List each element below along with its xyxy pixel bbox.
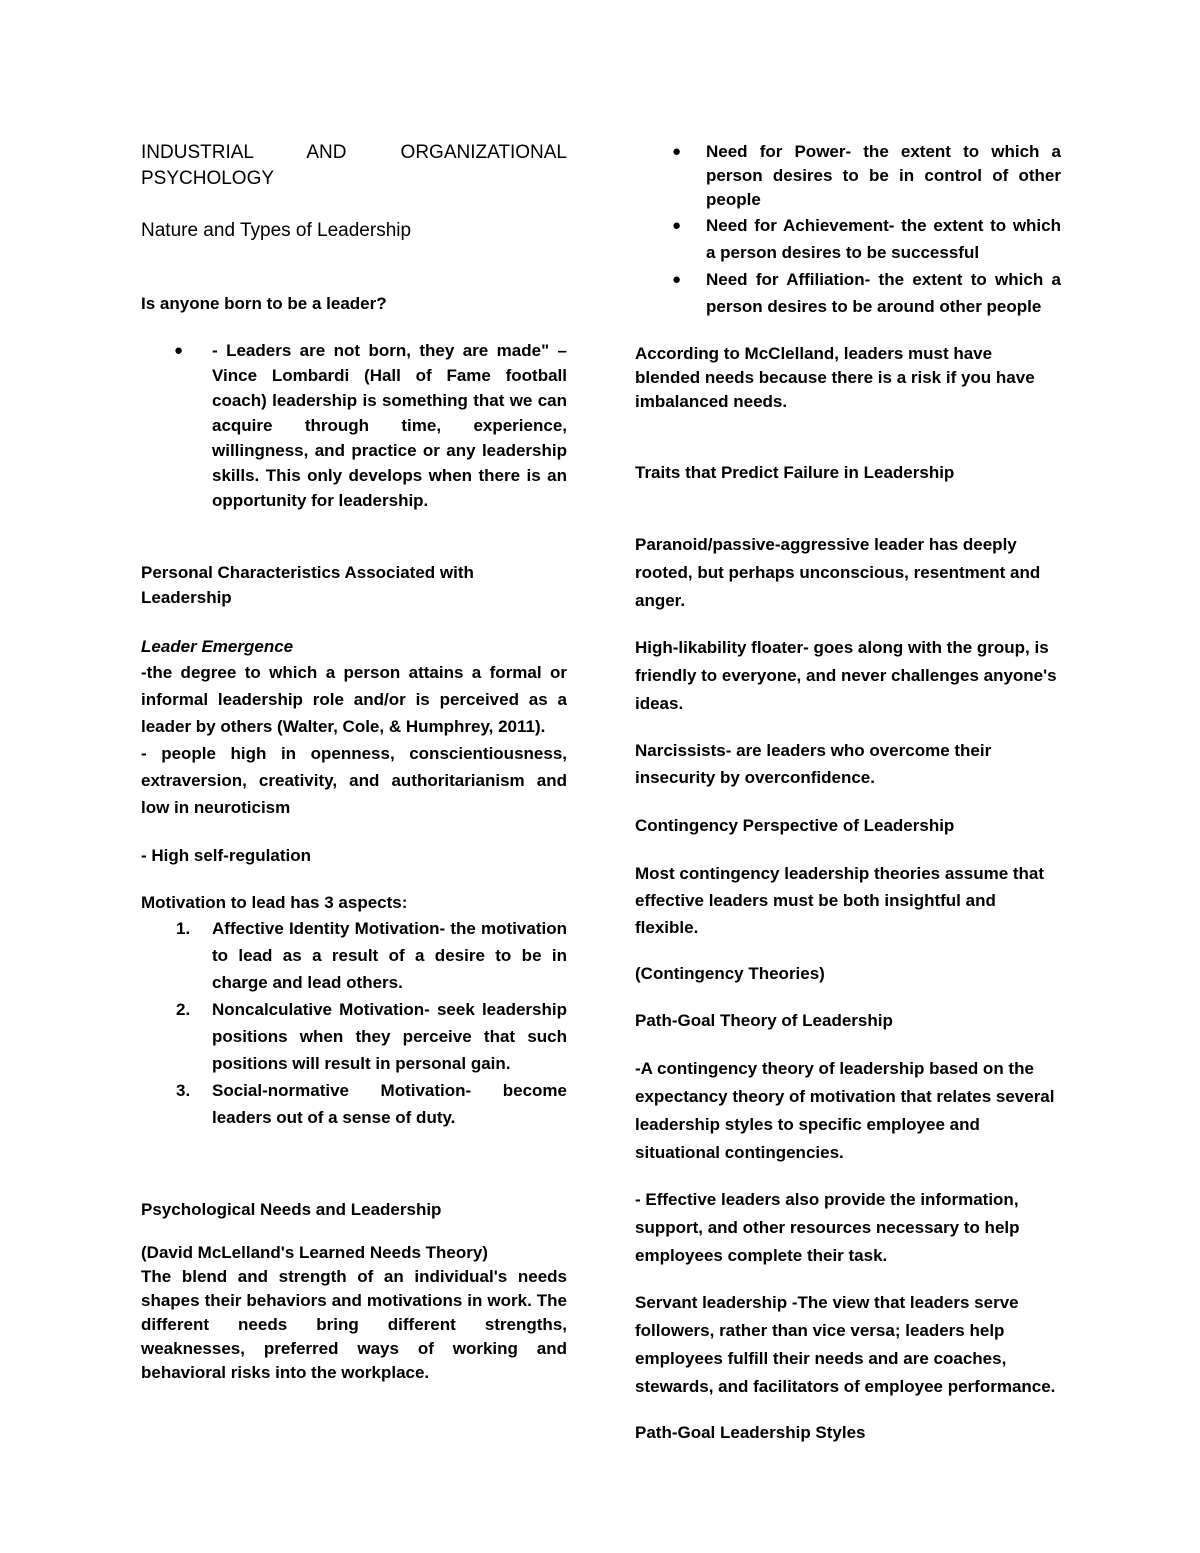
servant-leadership-text: Servant leadership -The view that leaders serve followers, rather than vice versa; leaders help employees fulfill their needs and are coaches, stewards, and facilitators of employee performance. <box>635 1293 1056 1396</box>
document-title-line1: INDUSTRIAL AND ORGANIZATIONAL <box>141 142 567 163</box>
paranoid-text: Paranoid/passive-aggressive leader has deeply rooted, but perhaps unconscious, resentment and anger. <box>635 535 1041 610</box>
mcclelland-conclusion: According to McClelland, leaders must have blended needs because there is a risk if you have imbalanced needs. <box>635 344 1035 411</box>
list-item-text: Noncalculative Motivation- seek leadership positions when they perceive that such positions will result in personal gain. <box>212 1000 567 1073</box>
bullet-text: - Leaders are not born, they are made" – Vince Lombardi (Hall of Fame football coach) leadership is something that we can acquire through time, experience, willingness, and practice or any leadership skills. This only develops when there is an opportunity for leadership. <box>212 341 567 510</box>
heading-mcclelland-theory: (David McLelland's Learned Needs Theory) <box>141 1243 488 1262</box>
motivation-heading: Motivation to lead has 3 aspects: <box>141 893 408 912</box>
list-number: 2. <box>176 1000 191 1019</box>
bullet-icon: ● <box>672 271 682 288</box>
list-item <box>635 266 1061 320</box>
heading-traits-failure: Traits that Predict Failure in Leadership <box>635 463 955 482</box>
list-item <box>141 1077 567 1131</box>
contingency-theories-label: (Contingency Theories) <box>635 964 825 983</box>
leader-emergence-definition: -the degree to which a person attains a formal or informal leadership role and/or is perceived as a leader by others (Walter, Cole, & Humphrey, 2011). <box>141 663 567 736</box>
self-regulation-text: - High self-regulation <box>141 846 311 865</box>
list-item <box>141 996 567 1077</box>
list-item <box>141 915 567 996</box>
needs-list <box>635 140 1061 320</box>
high-likability-text: High-likability floater- goes along with the group, is friendly to everyone, and never challenges anyone's ideas. <box>635 638 1057 713</box>
question-heading: Is anyone born to be a leader? <box>141 294 387 313</box>
bullet-icon: ● <box>174 342 184 359</box>
heading-leader-emergence: Leader Emergence <box>141 637 294 656</box>
heading-contingency-perspective: Contingency Perspective of Leadership <box>635 816 955 835</box>
list-item <box>635 140 1061 212</box>
mcclelland-description: The blend and strength of an individual's needs shapes their behaviors and motivations in work. The different needs bring different strengths, weaknesses, preferred ways of working and behavioral risks into the workplace. <box>141 1267 567 1382</box>
bullet-leaders-made <box>141 338 567 513</box>
narcissists-text: Narcissists- are leaders who overcome their insecurity by overconfidence. <box>635 741 992 787</box>
heading-psychological-needs: Psychological Needs and Leadership <box>141 1200 442 1219</box>
heading-path-goal: Path-Goal Theory of Leadership <box>635 1011 893 1030</box>
need-achievement: Need for Achievement- the extent to which a person desires to be successful <box>706 216 1061 262</box>
need-power: Need for Power- the extent to which a person desires to be in control of other people <box>706 142 1061 209</box>
document-subtitle: Nature and Types of Leadership <box>141 220 412 241</box>
motivation-list <box>141 915 567 1131</box>
left-column <box>141 140 567 1385</box>
heading-personal-characteristics: Personal Characteristics Associated with Leadership <box>141 563 474 607</box>
list-item <box>635 212 1061 266</box>
path-goal-text: -A contingency theory of leadership based on the expectancy theory of motivation that relates several leadership styles to specific employee and situational contingencies. <box>635 1059 1055 1162</box>
list-item-text: Affective Identity Motivation- the motivation to lead as a result of a desire to be in charge and lead others. <box>212 919 567 992</box>
leader-emergence-traits: - people high in openness, conscientiousness, extraversion, creativity, and authoritarianism and low in neuroticism <box>141 744 567 817</box>
document-title-line2: PSYCHOLOGY <box>141 168 275 189</box>
list-number: 1. <box>176 919 191 938</box>
bullet-icon: ● <box>672 217 682 234</box>
list-item-text: Social-normative Motivation- become leaders out of a sense of duty. <box>212 1081 567 1127</box>
need-affiliation: Need for Affiliation- the extent to which a person desires to be around other people <box>706 270 1061 316</box>
effective-leaders-text: - Effective leaders also provide the information, support, and other resources necessary to help employees complete their task. <box>635 1190 1020 1265</box>
heading-path-goal-styles: Path-Goal Leadership Styles <box>635 1423 866 1442</box>
bullet-icon: ● <box>672 143 682 160</box>
contingency-text: Most contingency leadership theories assume that effective leaders must be both insightful and flexible. <box>635 864 1045 937</box>
list-number: 3. <box>176 1081 191 1100</box>
right-column <box>635 140 1061 1445</box>
